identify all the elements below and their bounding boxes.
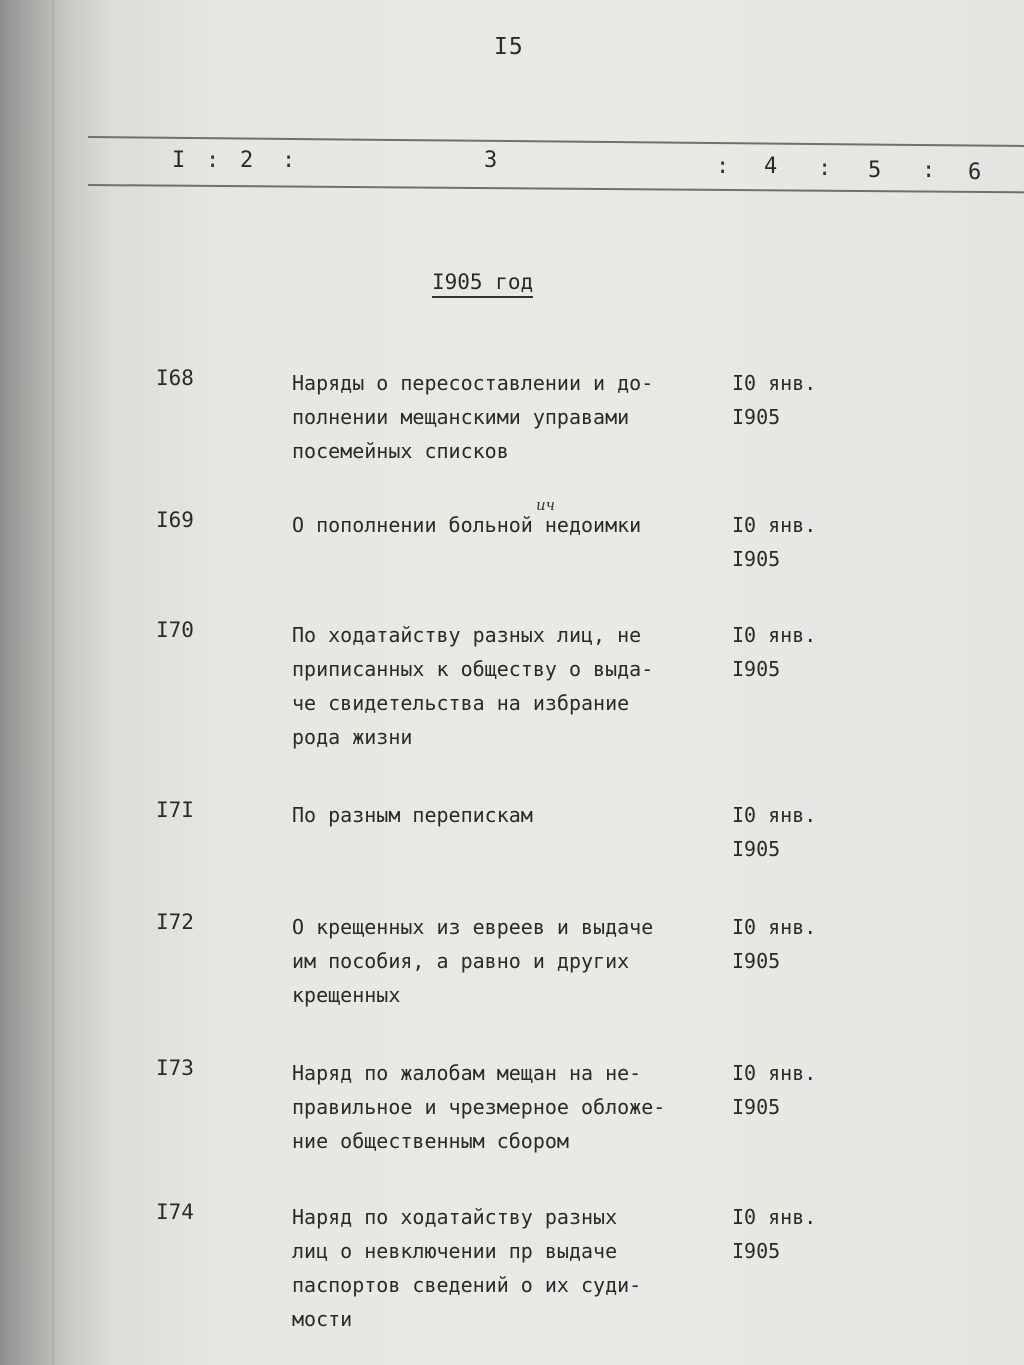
entry-number: I70 — [156, 618, 194, 642]
entry-title: О крещенных из евреев и выдаче им пособия, а равно и других крещенных — [292, 915, 654, 1007]
column-header-5: 5 — [868, 158, 882, 183]
column-header-6: 6 — [968, 160, 982, 185]
column-header-2: 2 — [240, 148, 254, 173]
column-separator: : — [282, 148, 296, 173]
entry-date: I0 янв. I905 — [732, 915, 817, 973]
entry-number: I7I — [156, 798, 194, 822]
entry-title: О пополнении больной недоимки — [292, 513, 642, 537]
entry-number: I74 — [156, 1200, 194, 1224]
year-heading: I905 год — [432, 270, 533, 298]
handwritten-annotation: ич — [536, 496, 555, 514]
entry-title: Наряды о пересоставлении и до- полнении мещанскими управами посемейных списков — [292, 371, 654, 463]
entry-date: I0 янв. I905 — [732, 1205, 817, 1263]
entry-date: I0 янв. I905 — [732, 513, 817, 571]
entry-date: I0 янв. I905 — [732, 1061, 817, 1119]
page-number: I5 — [494, 34, 524, 60]
column-header-3: 3 — [484, 148, 498, 173]
entry-date: I0 янв. I905 — [732, 803, 817, 861]
table-header-top-rule — [88, 136, 1024, 147]
column-separator: : — [922, 158, 936, 183]
column-header-row — [0, 148, 1024, 188]
entry-title: Наряд по жалобам мещан на не- правильное и чрезмерное обложе- ние общественным сбором — [292, 1061, 666, 1153]
column-header-4: 4 — [764, 154, 778, 179]
entry-number: I72 — [156, 910, 194, 934]
entry-title: Наряд по ходатайству разных лиц о невключении пр выдаче паспортов сведений о их суди- мости — [292, 1205, 642, 1331]
column-separator: : — [716, 154, 730, 179]
entry-title: По разным перепискам — [292, 803, 533, 827]
entry-number: I68 — [156, 366, 194, 390]
entry-date: I0 янв. I905 — [732, 623, 817, 681]
entry-title: По ходатайству разных лиц, не приписанных к обществу о выда- че свидетельства на избрание рода жизни — [292, 623, 654, 749]
column-separator: : — [818, 156, 832, 181]
column-separator: : — [206, 148, 220, 173]
entry-number: I69 — [156, 508, 194, 532]
page-binding-shadow — [52, 0, 55, 1365]
column-header-1: I — [172, 148, 186, 173]
entry-date: I0 янв. I905 — [732, 371, 817, 429]
entry-number: I73 — [156, 1056, 194, 1080]
